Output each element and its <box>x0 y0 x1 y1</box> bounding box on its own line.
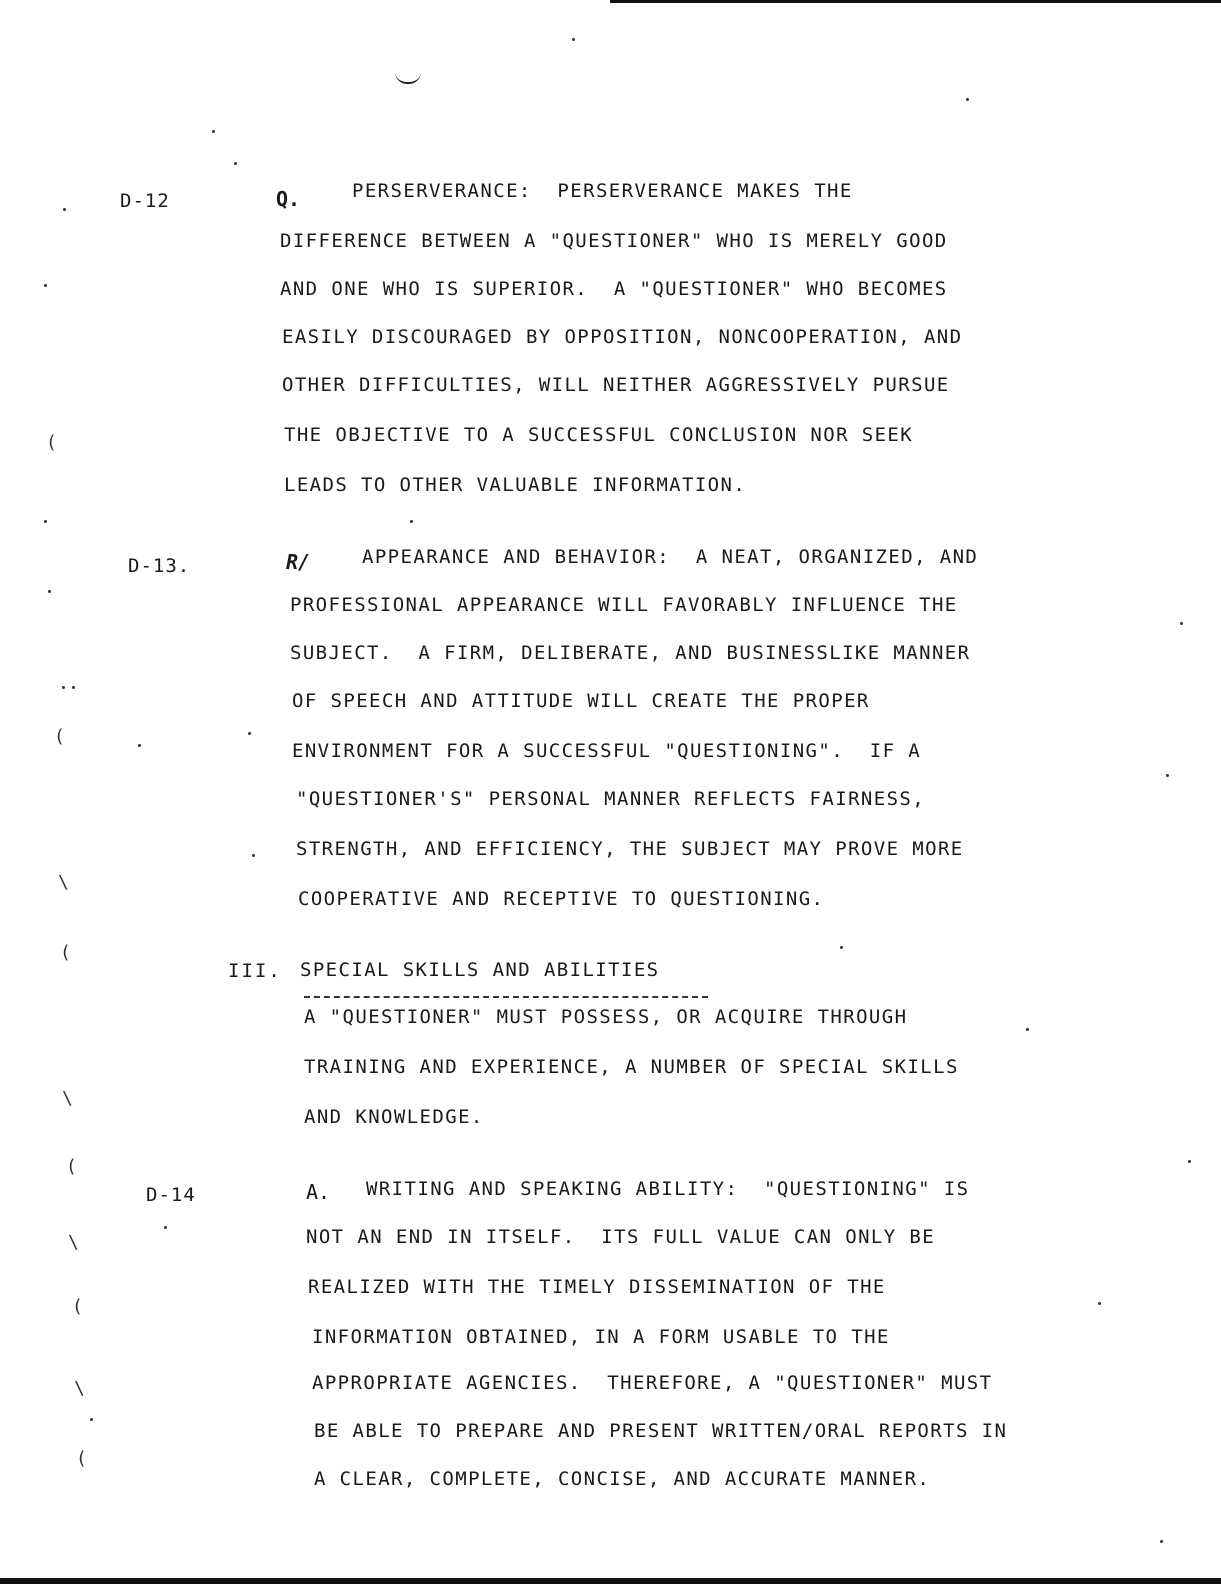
d14-line-2: NOT AN END IN ITSELF. ITS FULL VALUE CAN ONLY BE <box>306 1226 936 1248</box>
scan-mark-tick: \ <box>62 1088 73 1109</box>
d12-line-5: OTHER DIFFICULTIES, WILL NEITHER AGGRESSIVELY PURSUE <box>282 374 950 396</box>
d13-line-7: STRENGTH, AND EFFICIENCY, THE SUBJECT MAY PROVE MORE <box>296 838 964 860</box>
scan-speck <box>248 732 251 735</box>
d13-line-6: "QUESTIONER'S" PERSONAL MANNER REFLECTS FAIRNESS, <box>296 788 926 810</box>
scan-speck <box>212 130 215 133</box>
d14-line-1: WRITING AND SPEAKING ABILITY: "QUESTIONING" IS <box>366 1178 970 1200</box>
d13-line-2: PROFESSIONAL APPEARANCE WILL FAVORABLY INFLUENCE THE <box>290 594 958 616</box>
scan-speck <box>1098 1302 1101 1305</box>
scan-speck <box>1160 1540 1163 1543</box>
scan-speck <box>1166 774 1169 777</box>
scan-mark-tick: ( <box>72 1296 83 1317</box>
scan-speck <box>1180 622 1183 625</box>
scan-speck <box>234 162 237 165</box>
scan-speck <box>410 520 413 523</box>
scan-speck <box>138 744 141 747</box>
scan-mark-tick: ( <box>54 726 65 747</box>
d13-line-1: APPEARANCE AND BEHAVIOR: A NEAT, ORGANIZED, AND <box>362 546 979 568</box>
section-line-2: TRAINING AND EXPERIENCE, A NUMBER OF SPECIAL SKILLS <box>304 1056 959 1078</box>
d14-line-3: REALIZED WITH THE TIMELY DISSEMINATION OF THE <box>308 1276 886 1298</box>
scan-speck <box>63 208 66 211</box>
scan-speck <box>44 520 47 523</box>
section-title-underline <box>304 996 708 998</box>
scan-mark-tick: \ <box>68 1232 79 1253</box>
d12-line-4: EASILY DISCOURAGED BY OPPOSITION, NONCOOPERATION, AND <box>282 326 963 348</box>
item-marker-d12: Q. <box>276 187 301 211</box>
section-line-3: AND KNOWLEDGE. <box>304 1106 484 1128</box>
scan-speck <box>252 854 255 857</box>
item-marker-d14: A. <box>306 1180 331 1204</box>
item-id-d14: D-14 <box>146 1184 196 1206</box>
section-title: SPECIAL SKILLS AND ABILITIES <box>300 959 660 981</box>
d12-line-7: LEADS TO OTHER VALUABLE INFORMATION. <box>284 474 747 496</box>
d12-line-2: DIFFERENCE BETWEEN A "QUESTIONER" WHO IS MERELY GOOD <box>280 230 948 252</box>
d14-line-6: BE ABLE TO PREPARE AND PRESENT WRITTEN/ORAL REPORTS IN <box>314 1420 1008 1442</box>
scan-mark-tick: \ <box>74 1378 85 1399</box>
scan-speck <box>966 98 969 101</box>
section-line-1: A "QUESTIONER" MUST POSSESS, OR ACQUIRE THROUGH <box>304 1006 908 1028</box>
scan-speck <box>72 686 75 689</box>
scan-mark <box>395 72 421 84</box>
item-marker-d13: R/ <box>286 550 311 574</box>
scan-speck <box>1188 1160 1191 1163</box>
scan-speck <box>840 946 843 949</box>
d14-line-5: APPROPRIATE AGENCIES. THEREFORE, A "QUESTIONER" MUST <box>312 1372 993 1394</box>
scan-speck <box>572 38 575 41</box>
scan-mark-tick: ( <box>46 432 57 453</box>
scan-mark-tick: \ <box>58 872 69 893</box>
d14-line-4: INFORMATION OBTAINED, IN A FORM USABLE TO THE <box>312 1326 890 1348</box>
scan-speck <box>90 1418 93 1421</box>
d13-line-4: OF SPEECH AND ATTITUDE WILL CREATE THE PROPER <box>292 690 870 712</box>
d13-line-5: ENVIRONMENT FOR A SUCCESSFUL "QUESTIONING". IF A <box>292 740 922 762</box>
section-numeral: III. <box>228 960 282 982</box>
d13-line-8: COOPERATIVE AND RECEPTIVE TO QUESTIONING. <box>298 888 825 910</box>
d12-line-6: THE OBJECTIVE TO A SUCCESSFUL CONCLUSION NOR SEEK <box>284 424 914 446</box>
scan-top-edge <box>610 0 1221 3</box>
item-id-d12: D-12 <box>120 190 170 212</box>
scan-mark-tick: ( <box>76 1448 87 1469</box>
d13-line-3: SUBJECT. A FIRM, DELIBERATE, AND BUSINESSLIKE MANNER <box>290 642 971 664</box>
scan-speck <box>62 686 65 689</box>
scan-speck <box>44 284 47 287</box>
scan-speck <box>164 1226 167 1229</box>
scan-bottom-edge <box>0 1578 1221 1584</box>
scan-speck <box>48 590 51 593</box>
scan-speck <box>1026 1028 1029 1031</box>
item-id-d13: D-13. <box>128 555 191 577</box>
d12-line-3: AND ONE WHO IS SUPERIOR. A "QUESTIONER" WHO BECOMES <box>280 278 948 300</box>
d12-line-1: PERSERVERANCE: PERSERVERANCE MAKES THE <box>352 180 853 202</box>
scan-mark-tick: ( <box>60 942 71 963</box>
scan-mark-tick: ( <box>66 1156 77 1177</box>
d14-line-7: A CLEAR, COMPLETE, CONCISE, AND ACCURATE MANNER. <box>314 1468 931 1490</box>
